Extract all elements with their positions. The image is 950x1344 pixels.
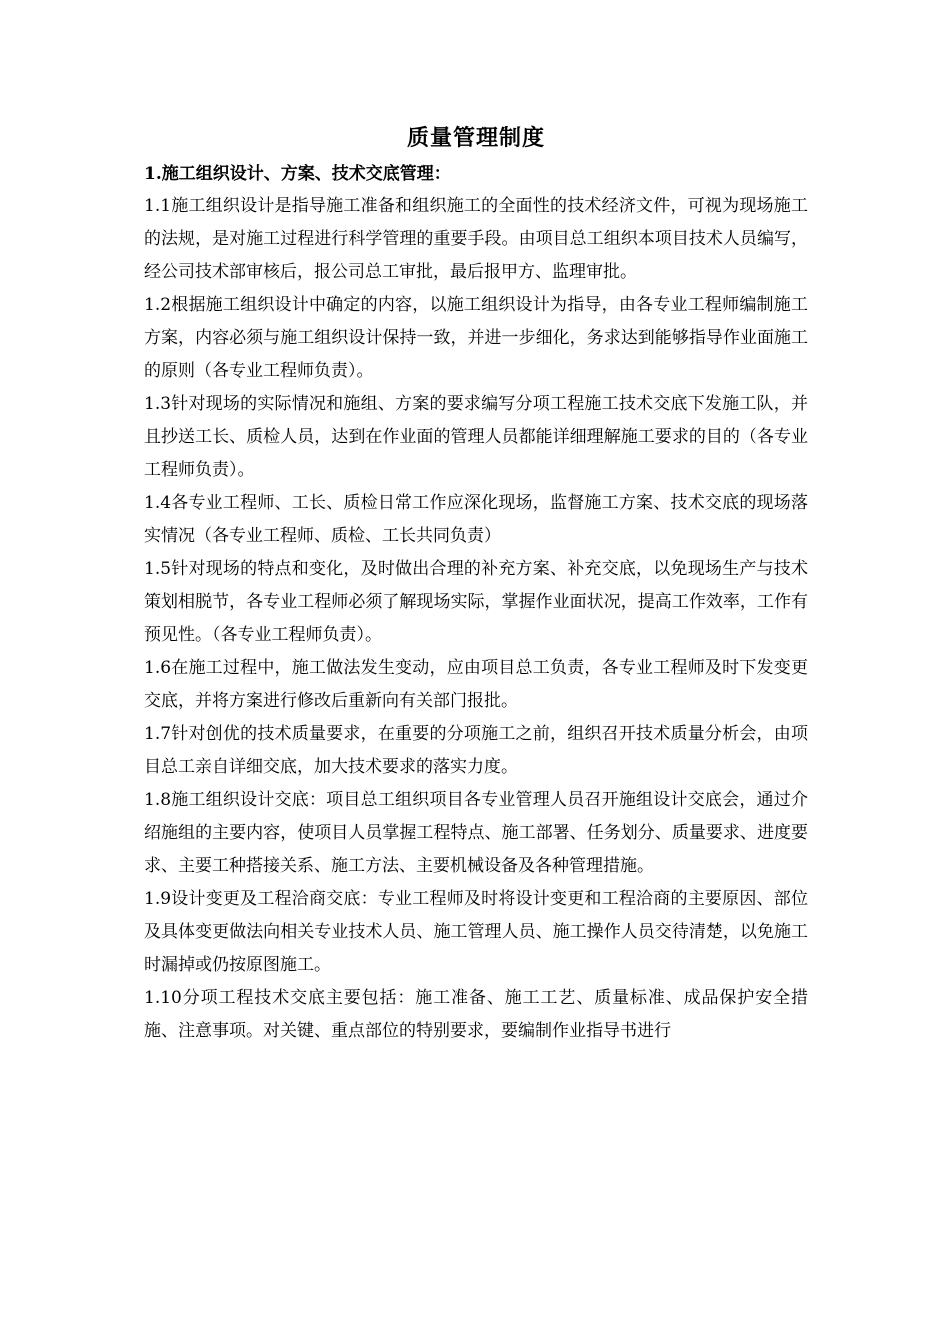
paragraph-1-2: 1.2根据施工组织设计中确定的内容，以施工组织设计为指导，由各专业工程师编制施工方案，内容必须与施工组织设计保持一致，并进一步细化，务求达到能够指导作业面施工的原则（各专业工程师负责）。 bbox=[144, 295, 808, 381]
section-heading: 1.施工组织设计、方案、技术交底管理： bbox=[144, 164, 451, 184]
paragraph-1-10: 1.10分项工程技术交底主要包括：施工准备、施工工艺、质量标准、成品保护安全措施、注意事项。对关键、重点部位的特别要求，要编制作业指导书进行 bbox=[144, 988, 808, 1041]
document-body bbox=[144, 118, 808, 1048]
paragraph-1-6: 1.6在施工过程中，施工做法发生变动，应由项目总工负责，各专业工程师及时下发变更交底，并将方案进行修改后重新向有关部门报批。 bbox=[144, 658, 808, 711]
paragraph-1-9: 1.9设计变更及工程洽商交底：专业工程师及时将设计变更和工程洽商的主要原因、部位及具体变更做法向相关专业技术人员、施工管理人员、施工操作人员交待清楚，以免施工时漏掉或仍按原图施工。 bbox=[144, 889, 808, 975]
paragraph-1-4: 1.4各专业工程师、工长、质检日常工作应深化现场，监督施工方案、技术交底的现场落实情况（各专业工程师、质检、工长共同负责） bbox=[144, 493, 808, 546]
paragraph-1-7: 1.7针对创优的技术质量要求，在重要的分项施工之前，组织召开技术质量分析会，由项目总工亲自详细交底，加大技术要求的落实力度。 bbox=[144, 724, 808, 777]
paragraph-1-8: 1.8施工组织设计交底：项目总工组织项目各专业管理人员召开施组设计交底会，通过介绍施组的主要内容，使项目人员掌握工程特点、施工部署、任务划分、质量要求、进度要求、主要工种搭接关系、施工方法、主要机械设备及各种管理措施。 bbox=[144, 790, 808, 876]
paragraph-1-3: 1.3针对现场的实际情况和施组、方案的要求编写分项工程施工技术交底下发施工队，并且抄送工长、质检人员，达到在作业面的管理人员都能详细理解施工要求的目的（各专业工程师负责）。 bbox=[144, 394, 808, 480]
document-title: 质量管理制度 bbox=[406, 125, 545, 151]
paragraph-1-1: 1.1施工组织设计是指导施工准备和组织施工的全面性的技术经济文件，可视为现场施工的法规，是对施工过程进行科学管理的重要手段。由项目总工组织本项目技术人员编写，经公司技术部审核后，报公司总工审批，最后报甲方、监理审批。 bbox=[144, 196, 808, 282]
paragraph-1-5: 1.5针对现场的特点和变化，及时做出合理的补充方案、补充交底，以免现场生产与技术策划相脱节，各专业工程师必须了解现场实际，掌握作业面状况，提高工作效率，工作有预见性。（各专业工程师负责）。 bbox=[144, 559, 808, 645]
